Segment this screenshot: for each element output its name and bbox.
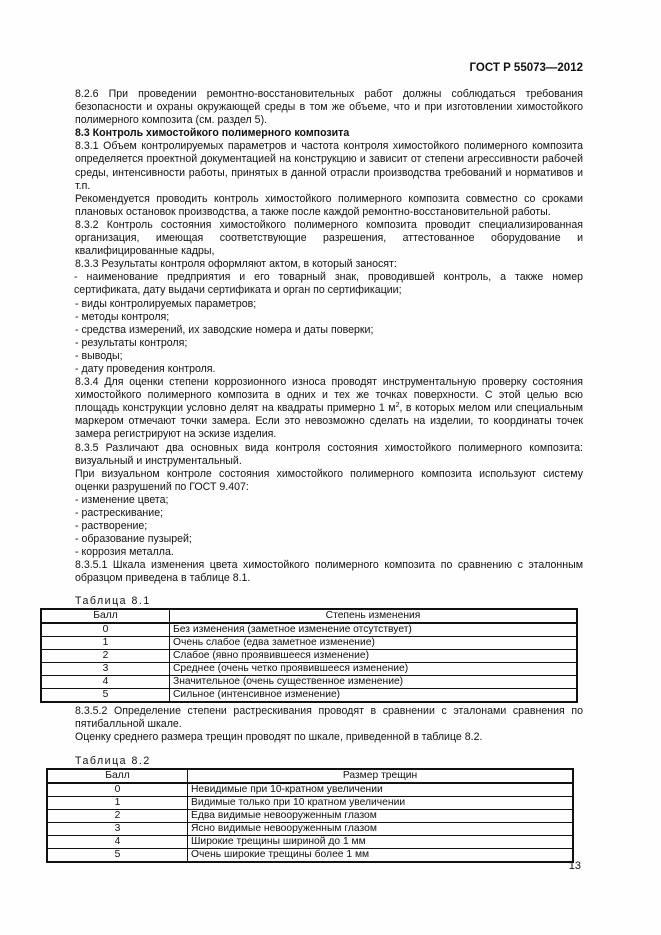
list-item: - коррозия металла. <box>75 546 174 559</box>
table-row: 2 Едва видимые невооруженным глазом <box>47 810 573 823</box>
list-item: - наименование предприятия и его товарный знак, проводившей контроль, а также номер сертификата, дату выдачи сертификата и орган по сертификации; <box>74 271 583 297</box>
list-item: - растрескивание; <box>75 507 164 519</box>
table-row: 5 Очень широкие трещины более 1 мм <box>47 849 573 863</box>
table-row: 1 Очень слабое (едва заметное изменение) <box>41 636 577 649</box>
table-header-score: Балл <box>47 769 188 783</box>
paragraph-8-3-1: 8.3.1 Объем контролируемых параметров и частота контроля химостойкого полимерного композита определяется проектной документацией на конструкцию и зависит от степени агрессивности рабочей среды, интенсивности работы, принятых в данной отрасли производства требований и нормативов и т.п. <box>75 140 583 192</box>
section-heading-8-3: 8.3 Контроль химостойкого полимерного композита <box>75 127 350 140</box>
table-row: 0 Невидимые при 10-кратном увеличении <box>47 783 573 797</box>
list-item: - методы контроля; <box>75 310 170 323</box>
table-8-2-caption: Таблица 8.2 <box>75 754 151 767</box>
document-body <box>75 88 583 863</box>
list-item: - результаты контроля; <box>75 336 188 349</box>
paragraph-8-3-4: 8.3.4 Для оценки степени коррозионного износа проводят инструментальную проверку состояния химостойкого полимерного композита в одних и тех же точках поверхности. С этой целью всю площадь конструкции условно делят на квадраты примерно 1 $м^2$, в которых мелом или специальным маркером отмечают точки замера. Если это невозможно сделать на изделии, то координаты точек замера регистрируют на эскизе изделия. <box>75 376 583 441</box>
paragraph-recommendation: Рекомендуется проводить контроль химостойкого полимерного композита совместно со сроками плановых остановок производства, а также после каждой ремонтно-восстановительной работы. <box>75 192 583 218</box>
paragraph-8-3-5-2: 8.3.5.2 Определение степени растрескивания проводят в сравнении с эталонами сравнения по пятибалльной шкале. <box>75 704 583 730</box>
table-row: 3 Среднее (очень четко проявившееся изменение) <box>41 662 577 675</box>
act-contents-list <box>75 271 583 376</box>
paragraph-visual-control: При визуальном контроле состояния химостойкого полимерного композита используют систему оценки разрушений по ГОСТ 9.407: <box>75 467 583 493</box>
paragraph-8-3-3: 8.3.3 Результаты контроля оформляют актом, в который заносят: <box>75 258 397 271</box>
table-row: 3 Ясно видимые невооруженным глазом <box>47 823 573 836</box>
list-item: - изменение цвета; <box>75 493 169 506</box>
list-item: - средства измерений, их заводские номера и даты поверки; <box>75 323 374 336</box>
standard-header: ГОСТ Р 55073—2012 <box>469 62 583 74</box>
table-header-change: Степень изменения <box>170 609 578 623</box>
paragraph-8-2-6: 8.2.6 При проведении ремонтно-восстановительных работ должны соблюдаться требования безопасности и охраны окружающей среды в том же объеме, что и при изготовлении химостойкого полимерного композита (см. раздел 5). <box>75 88 583 127</box>
list-item: - дату проведения контроля. <box>75 362 216 375</box>
table-8-1-caption: Таблица 8.1 <box>75 594 151 607</box>
table-row: 4 Широкие трещины шириной до 1 мм <box>47 836 573 849</box>
table-8-2 <box>46 768 574 863</box>
table-row: 1 Видимые только при 10 кратном увеличении <box>47 797 573 810</box>
table-row: 0 Без изменения (заметное изменение отсутствует) <box>41 623 577 637</box>
list-item: - образование пузырей; <box>75 533 192 546</box>
paragraph-8-3-5-1: 8.3.5.1 Шкала изменения цвета химостойкого полимерного композита по сравнению с эталонным образцом приведена в таблице 8.1. <box>75 559 583 585</box>
paragraph-8-3-2: 8.3.2 Контроль состояния химостойкого полимерного композита проводит специализированная организация, имеющая соответствующие разрешения, аттестованное оборудование и квалифицированные кадры, <box>75 218 583 258</box>
table-8-1 <box>40 608 578 703</box>
table-row: 4 Значительное (очень существенное изменение) <box>41 675 577 688</box>
paragraph-crack-size: Оценку среднего размера трещин проводят по шкале, приведенной в таблице 8.2. <box>75 730 483 743</box>
visual-defects-list <box>75 494 583 559</box>
table-header-score: Балл <box>41 609 170 623</box>
list-item: - выводы; <box>75 349 123 362</box>
list-item: - виды контролируемых параметров; <box>75 297 257 310</box>
table-header-crack-size: Размер трещин <box>188 769 574 783</box>
page-number: 13 <box>568 860 581 872</box>
list-item: - растворение; <box>75 520 148 533</box>
table-row: 5 Сильное (интенсивное изменение) <box>41 688 577 702</box>
table-row: 2 Слабое (явно проявившееся изменение) <box>41 649 577 662</box>
paragraph-8-3-5: 8.3.5 Различают два основных вида контроля состояния химостойкого полимерного композита: визуальный и инструментальный. <box>75 441 583 467</box>
